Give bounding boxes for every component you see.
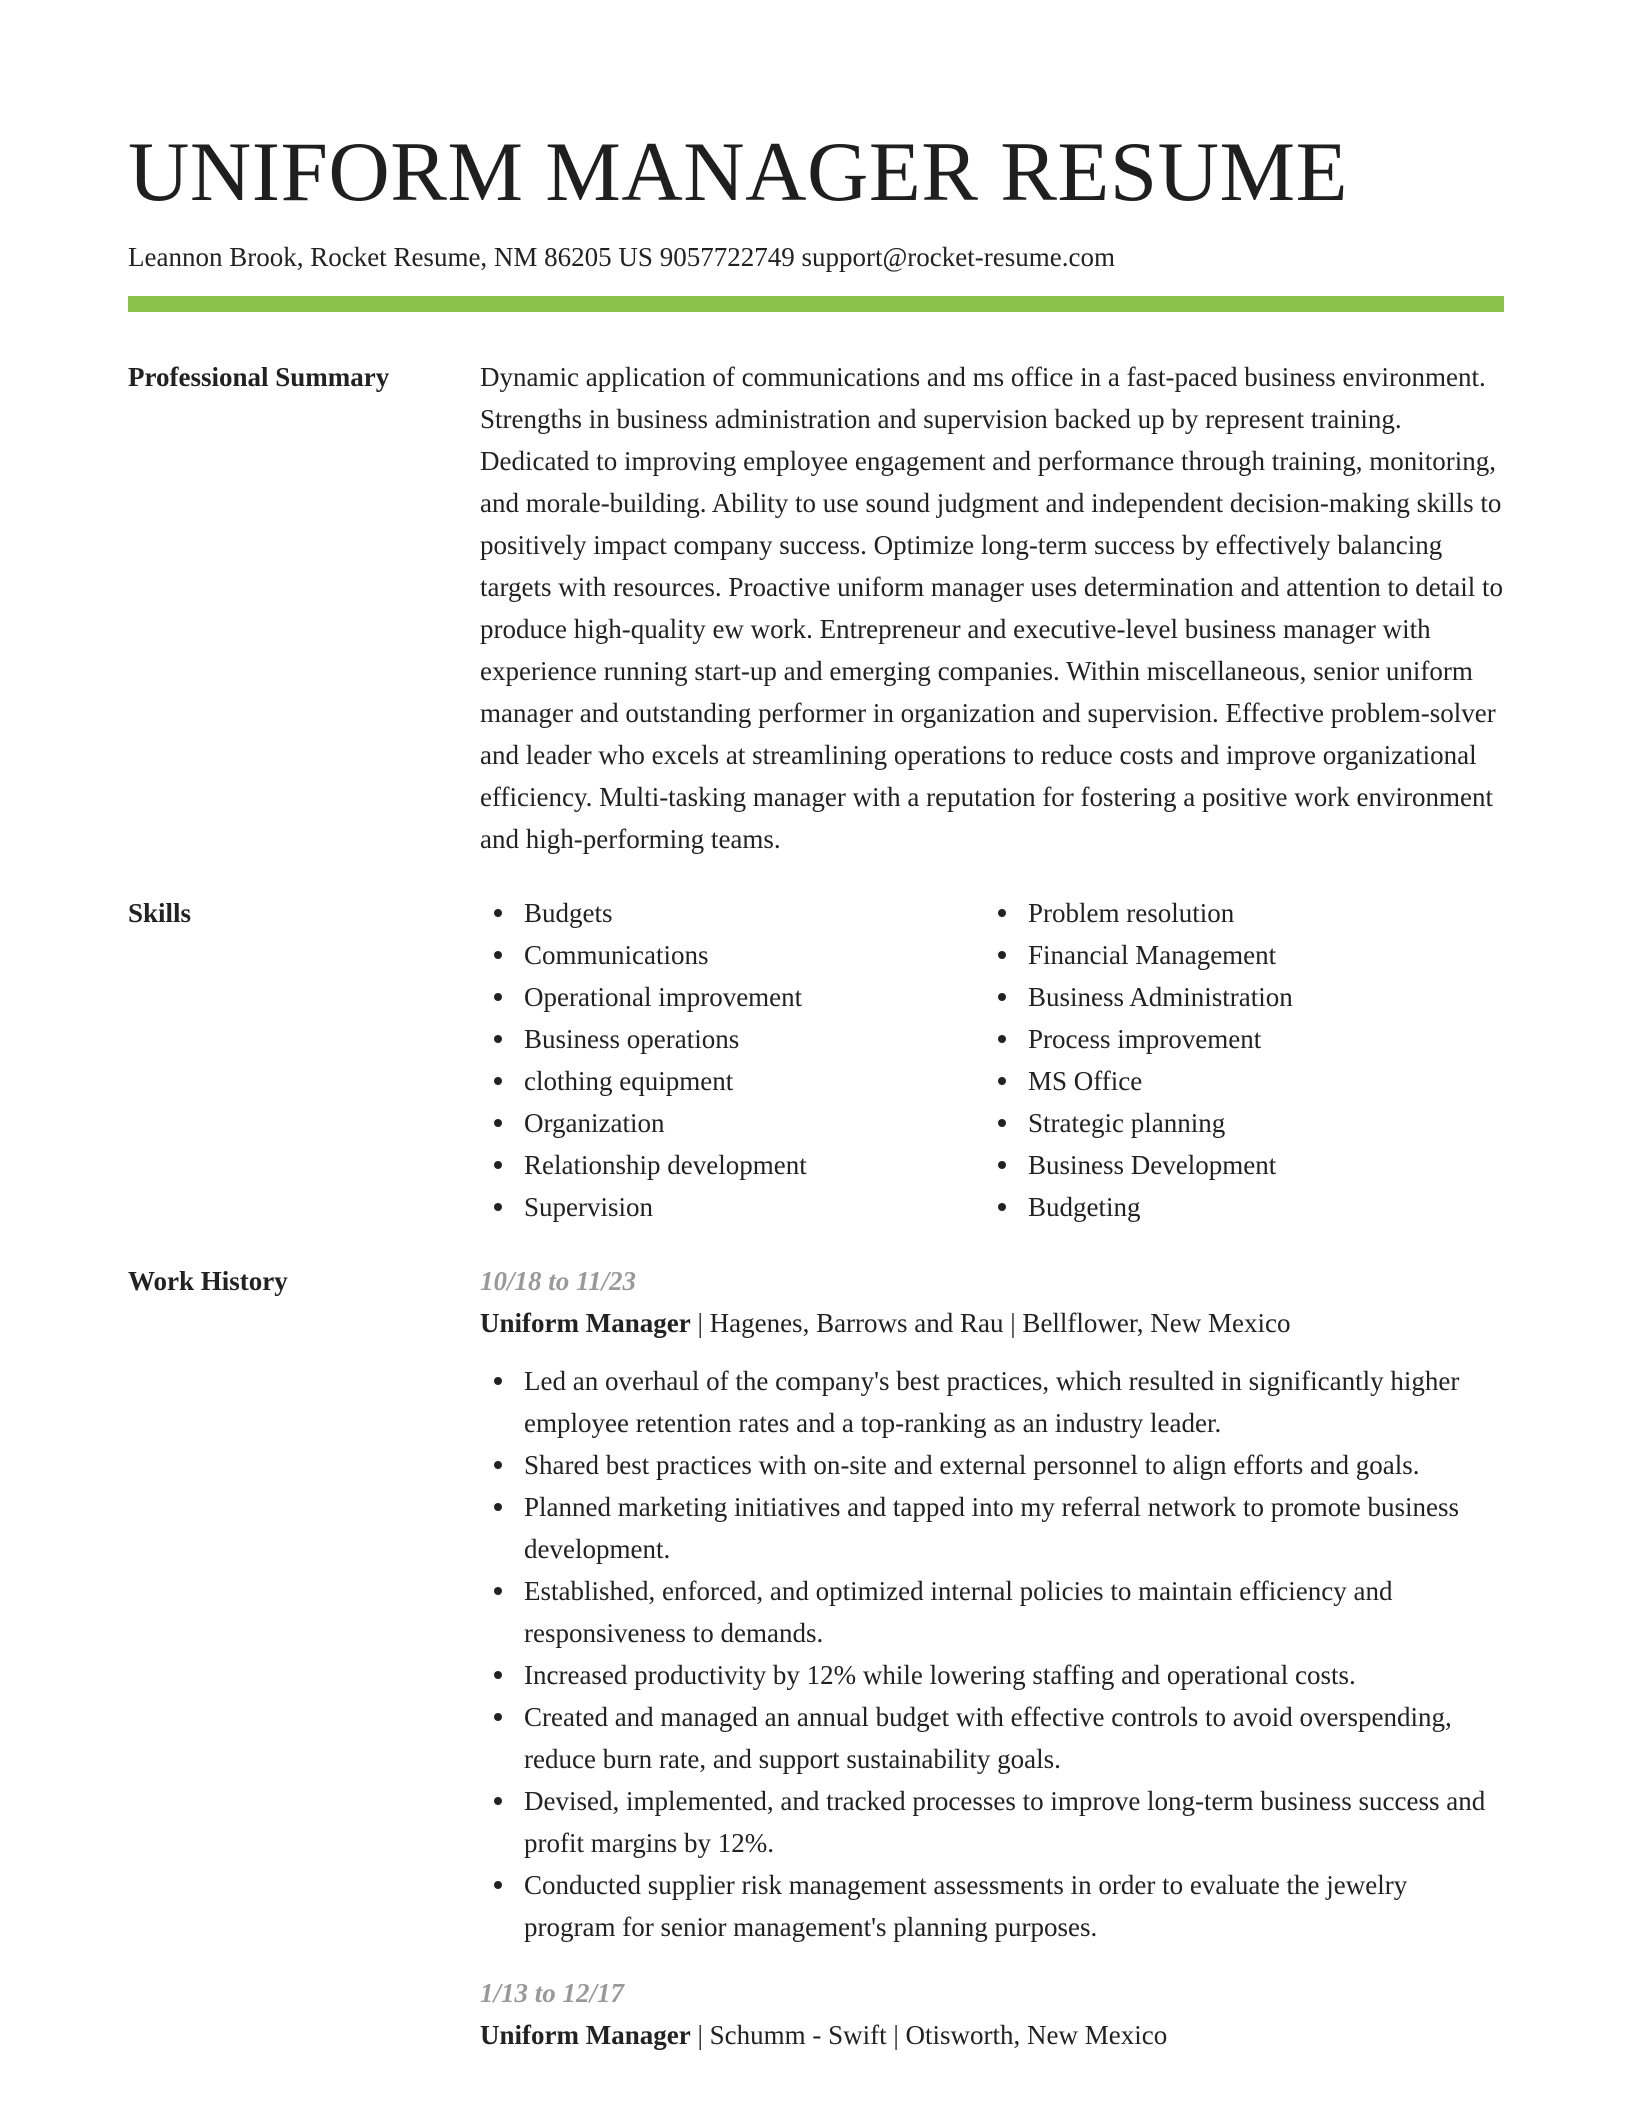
skill-item: Communications — [480, 934, 984, 976]
skill-item: Process improvement — [984, 1018, 1488, 1060]
job-dates: 1/13 to 12/17 — [480, 1978, 625, 2008]
skill-item: Relationship development — [480, 1144, 984, 1186]
job-entry — [480, 1972, 1504, 2056]
job-bullet: Increased productivity by 12% while lowering staffing and operational costs. — [480, 1654, 1504, 1696]
resume-title: UNIFORM MANAGER RESUME — [128, 125, 1349, 219]
accent-divider — [128, 296, 1504, 312]
resume-page — [128, 118, 1504, 2056]
job-dates: 10/18 to 11/23 — [480, 1266, 637, 1296]
work-history-body — [480, 1260, 1504, 2056]
job-bullet: Established, enforced, and optimized internal policies to maintain efficiency and responsiveness to demands. — [480, 1570, 1504, 1654]
skill-item: Business Administration — [984, 976, 1488, 1018]
section-heading: Professional Summary — [128, 362, 390, 392]
job-bullet: Led an overhaul of the company's best practices, which resulted in significantly higher employee retention rates and a top-ranking as an industry leader. — [480, 1360, 1504, 1444]
professional-summary-section — [128, 356, 1504, 860]
skills-columns — [480, 892, 1504, 1228]
job-bullets — [480, 1360, 1504, 1948]
work-history-section — [128, 1260, 1504, 2056]
skill-item: Organization — [480, 1102, 984, 1144]
skill-item: Strategic planning — [984, 1102, 1488, 1144]
job-bullet: Conducted supplier risk management assessments in order to evaluate the jewelry program for senior management's planning purposes. — [480, 1864, 1504, 1948]
contact-line: Leannon Brook, Rocket Resume, NM 86205 US 9057722749 support@rocket-resume.com — [128, 242, 1115, 272]
job-bullet: Created and managed an annual budget with effective controls to avoid overspending, reduce burn rate, and support sustainability goals. — [480, 1696, 1504, 1780]
skill-item: Problem resolution — [984, 892, 1488, 934]
section-heading: Skills — [128, 898, 192, 928]
section-heading: Work History — [128, 1266, 288, 1296]
skills-list-left — [480, 892, 984, 1228]
job-title: Uniform Manager — [480, 1308, 691, 1338]
job-bullet: Devised, implemented, and tracked processes to improve long-term business success and profit margins by 12%. — [480, 1780, 1504, 1864]
job-heading — [480, 2014, 1504, 2056]
summary-text: Dynamic application of communications and ms office in a fast-paced business environment. Strengths in business administration and supervision backed up by represent training. Dedicated to improving employee engagement and performance through training, monitoring, and morale-building. Ability to use sound judgment and independent decision-making skills to positively impact company success. Optimize long-term success by effectively balancing targets with resources. Proactive uniform manager uses determination and attention to detail to produce high-quality ew work. Entrepreneur and executive-level business manager with experience running start-up and emerging companies. Within miscellaneous, senior uniform manager and outstanding performer in organization and supervision. Effective problem-solver and leader who excels at streamlining operations to reduce costs and improve organizational efficiency. Multi-tasking manager with a reputation for fostering a positive work environment and high-performing teams. — [480, 362, 1503, 854]
job-entry — [480, 1260, 1504, 1948]
job-title: Uniform Manager — [480, 2020, 691, 2050]
skills-section — [128, 892, 1504, 1228]
skills-list-right — [984, 892, 1488, 1228]
job-bullet: Shared best practices with on-site and external personnel to align efforts and goals. — [480, 1444, 1504, 1486]
skill-item: Supervision — [480, 1186, 984, 1228]
skill-item: clothing equipment — [480, 1060, 984, 1102]
skill-item: Financial Management — [984, 934, 1488, 976]
skill-item: Business Development — [984, 1144, 1488, 1186]
skill-item: Business operations — [480, 1018, 984, 1060]
skill-item: Budgeting — [984, 1186, 1488, 1228]
job-bullet: Planned marketing initiatives and tapped into my referral network to promote business development. — [480, 1486, 1504, 1570]
job-employer-location: | Schumm - Swift | Otisworth, New Mexico — [690, 2020, 1168, 2050]
job-employer-location: | Hagenes, Barrows and Rau | Bellflower, New Mexico — [690, 1308, 1291, 1338]
skill-item: Budgets — [480, 892, 984, 934]
job-heading — [480, 1302, 1504, 1344]
skill-item: MS Office — [984, 1060, 1488, 1102]
skill-item: Operational improvement — [480, 976, 984, 1018]
